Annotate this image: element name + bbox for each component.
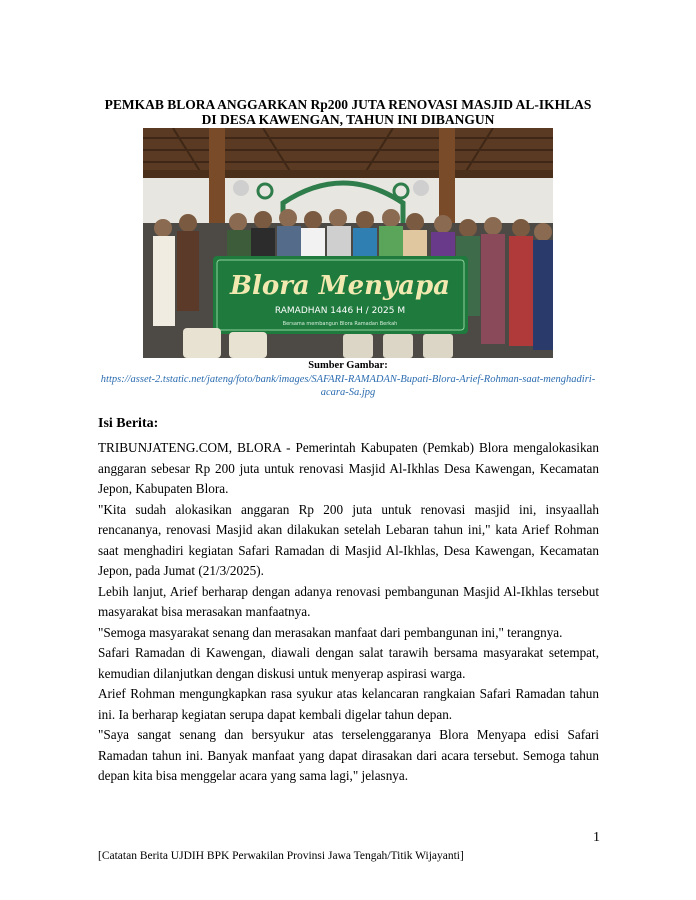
image-source-link[interactable]: https://asset-2.tstatic.net/jateng/foto/bank/images/SAFARI-RAMADAN-Bupati-Blora-Arief-Rohman-saat-menghadiri-acara-Sa.jpg bbox=[100, 374, 596, 398]
section-label: Isi Berita: bbox=[98, 416, 159, 431]
paragraph: Safari Ramadan di Kawengan, diawali dengan salat tarawih bersama masyarakat setempat, kemudian dilanjutkan dengan diskusi untuk menyerap aspirasi warga. bbox=[98, 645, 599, 681]
article-title bbox=[80, 97, 616, 127]
image-source-label: Sumber Gambar: bbox=[308, 360, 388, 371]
page-number: 1 bbox=[593, 830, 600, 845]
paragraph: TRIBUNJATENG.COM, BLORA - Pemerintah Kabupaten (Pemkab) Blora mengalokasikan anggaran sebesar Rp 200 juta untuk renovasi Masjid Al-Ikhlas Desa Kawengan, Kecamatan Jepon, Kabupaten Blora. bbox=[98, 440, 599, 496]
banner-small-text: Bersama membangun Blora Ramadan Berkah bbox=[282, 321, 398, 327]
banner-title: Blora Menyapa bbox=[230, 271, 450, 301]
paragraph: "Semoga masyarakat senang dan merasakan manfaat dari pembangunan ini," terangnya. bbox=[98, 624, 563, 640]
title-line-1: PEMKAB BLORA ANGGARKAN Rp200 JUTA RENOVASI MASJID AL-IKHLAS bbox=[104, 97, 592, 112]
paragraph: Arief Rohman mengungkapkan rasa syukur atas kelancaran rangkaian Safari Ramadan tahun ini. Ia berharap kegiatan serupa dapat kembali digelar tahun depan. bbox=[98, 686, 599, 722]
article-body bbox=[98, 438, 599, 787]
page-footer: [Catatan Berita UJDIH BPK Perwakilan Provinsi Jawa Tengah/Titik Wijayanti] bbox=[98, 850, 464, 862]
title-line-2: DI DESA KAWENGAN, TAHUN INI DIBANGUN bbox=[201, 112, 495, 127]
paragraph: "Saya sangat senang dan bersyukur atas terselenggaranya Blora Menyapa edisi Safari Ramadan tahun ini. Banyak manfaat yang dapat dirasakan dari acara tersebut. Semoga tahun depan kita bisa menggelar acara yang sama lagi," jelasnya. bbox=[98, 727, 599, 783]
paragraph: "Kita sudah alokasikan anggaran Rp 200 juta untuk renovasi masjid ini, insyaallah rencananya, renovasi Masjid akan dilakukan setelah Lebaran tahun ini," kata Arief Rohman saat menghadiri kegiatan Safari Ramadan di Masjid Al-Ikhlas, Desa Kawengan, Kecamatan Jepon, pada Jumat (21/3/2025). bbox=[98, 501, 599, 578]
banner-subtitle: RAMADHAN 1446 H / 2025 M bbox=[274, 306, 406, 316]
article-photo bbox=[143, 128, 553, 358]
paragraph: Lebih lanjut, Arief berharap dengan adanya renovasi pembangunan Masjid Al-Ikhlas tersebut masyarakat bisa merasakan manfaatnya. bbox=[98, 583, 599, 619]
